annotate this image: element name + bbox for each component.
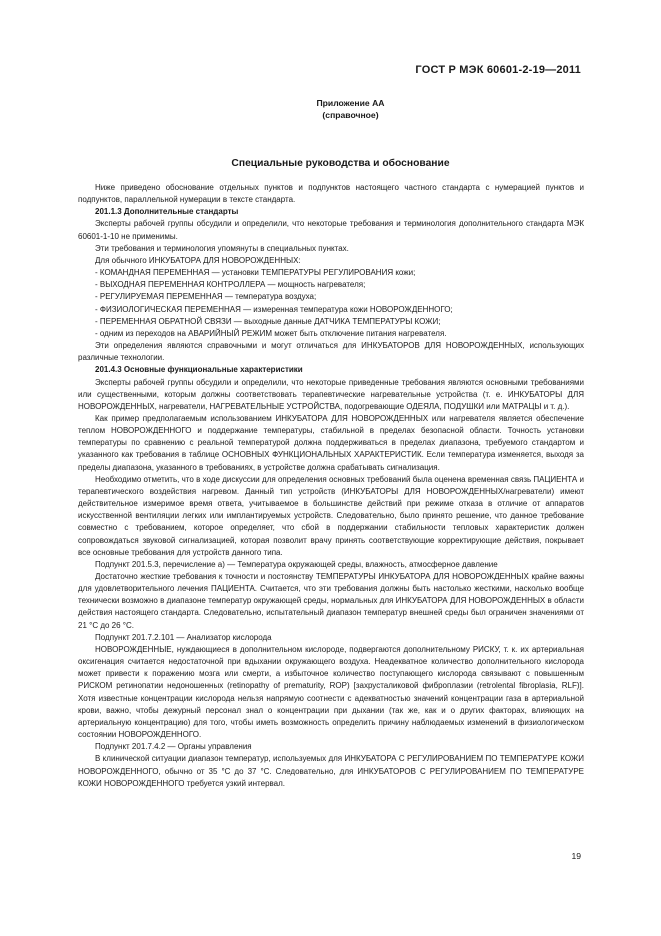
paragraph: Для обычного ИНКУБАТОРА ДЛЯ НОВОРОЖДЕННЫХ: [95, 255, 301, 265]
document-body [78, 182, 584, 790]
subsection-heading: 201.1.3 Дополнительные стандарты [95, 207, 239, 217]
paragraph: Эксперты рабочей группы обсудили и определили, что некоторые приведенные требования являются основными требованиями или существенными, которым должны соответствовать терапевтические нагревательные устройства (т. е. ИНКУБАТОРЫ ДЛЯ НОВОРОЖДЕННЫХ, нагреватели, НАГРЕВАТЕЛЬНЫЕ УСТРОЙСТВА, подогревающие ОДЕЯЛА, ПОДУШКИ или МАТРАЦЫ и т. д.). [78, 377, 584, 411]
paragraph: Подпункт 201.5.3, перечисление а) — Температура окружающей среды, влажность, атмосферное давление [95, 559, 498, 569]
paragraph: Как пример предполагаемым использованием ИНКУБАТОРА ДЛЯ НОВОРОЖДЕННЫХ или нагревателя является обеспечение теплом НОВОРОЖДЕННОГО и поддержание температуры, стабильной в пределах безопасной области. Точность установки температуры по сравнению с реальной температурой должна поддерживаться в пределах диапазона, требуемого стандартом и указанного как требования в таблице ОСНОВНЫХ ФУНКЦИОНАЛЬНЫХ ХАРАКТЕРИСТИК. Если температура изменяется, выходя за пределы диапазона, указанного в требованиях, в устройстве должна срабатывать сигнализация. [78, 413, 584, 472]
paragraph: Ниже приведено обоснование отдельных пунктов и подпунктов настоящего частного стандарта с нумерацией пунктов и подпунктов, параллельной нумерации в тексте стандарта. [78, 183, 584, 205]
paragraph: - ПЕРЕМЕННАЯ ОБРАТНОЙ СВЯЗИ — выходные данные ДАТЧИКА ТЕМПЕРАТУРЫ КОЖИ; [95, 316, 441, 326]
paragraph: Достаточно жесткие требования к точности и постоянству ТЕМПЕРАТУРЫ ИНКУБАТОРА ДЛЯ НОВОРОЖДЕННЫХ крайне важны для удовлетворительного лечения ПАЦИЕНТА. Считается, что эти требования должны быть настолько жесткими, насколько вообще технически возможно в диапазоне температур окружающей среды, нормальных для ИНКУБАТОРА ДЛЯ НОВОРОЖДЕННЫХ в области действия настоящего стандарта. Следовательно, испытательный диапазон температур внешней среды был ограничен значениями от 21 °С до 26 °С. [78, 572, 584, 630]
paragraph: Подпункт 201.7.4.2 — Органы управления [95, 742, 252, 752]
paragraph: - ФИЗИОЛОГИЧЕСКАЯ ПЕРЕМЕННАЯ — измеренная температура кожи НОВОРОЖДЕННОГО; [95, 304, 453, 314]
paragraph: - ВЫХОДНАЯ ПЕРЕМЕННАЯ КОНТРОЛЛЕРА — мощность нагревателя; [95, 280, 366, 290]
paragraph: Эти требования и терминология упомянуты в специальных пунктах. [95, 243, 349, 253]
page-number: 19 [571, 851, 581, 861]
annex-title: Приложение АА [316, 98, 385, 108]
subsection-heading: 201.4.3 Основные функциональные характеристики [95, 365, 303, 375]
paragraph: - РЕГУЛИРУЕМАЯ ПЕРЕМЕННАЯ — температура воздуха; [95, 292, 317, 302]
standard-header: ГОСТ Р МЭК 60601-2-19—2011 [415, 64, 581, 76]
annex-heading [0, 97, 661, 121]
paragraph: Эти определения являются справочными и могут отличаться для ИНКУБАТОРОВ ДЛЯ НОВОРОЖДЕННЫХ, использующих различные технологии. [78, 341, 584, 363]
paragraph: В клинической ситуации диапазон температур, используемых для ИНКУБАТОРА С РЕГУЛИРОВАНИЕМ ПО ТЕМПЕРАТУРЕ КОЖИ НОВОРОЖДЕННОГО, обычно от 35 °С до 37 °С. Следовательно, для ИНКУБАТОРОВ С РЕГУЛИРОВАНИЕМ ПО ТЕМПЕРАТУРЕ КОЖИ НОВОРОЖДЕННОГО требуется узкий интервал. [78, 754, 584, 788]
paragraph: - одним из переходов на АВАРИЙНЫЙ РЕЖИМ может быть отключение питания нагревателя. [95, 328, 447, 338]
paragraph: - КОМАНДНАЯ ПЕРЕМЕННАЯ — установки ТЕМПЕРАТУРЫ РЕГУЛИРОВАНИЯ кожи; [95, 268, 416, 278]
paragraph: НОВОРОЖДЕННЫЕ, нуждающиеся в дополнительном кислороде, подвергаются дополнительному РИСКУ, т. к. их артериальная оксигенация считается недостаточной при вдыхании окружающего воздуха. Неадекватное количество дополнительного кислорода может привести к поражению мозга или смерти, а избыточное количество поступающего кислорода связывают с повышенным РИСКОМ ретинопатии недоношенных (retinopathy of prematurity, ROP) [захрусталиковой фиброплазии (retrolental fibroplasia, RLF)]. Хотя известные концентрации кислорода нельзя напрямую соотнести с адекватностью значений концентрации газа в артериальной крови, важно, чтобы дежурный персонал знал о концентрации при дыхании (так же, как и о других факторах, влияющих на артериальную концентрацию) для того, чтобы иметь возможность определить причину наблюдаемых изменений в физиологическом состоянии НОВОРОЖДЕННОГО. [78, 644, 584, 740]
annex-subtitle: (справочное) [322, 110, 379, 120]
paragraph: Необходимо отметить, что в ходе дискуссии для определения основных требований была оценена временная связь ПАЦИЕНТА и терапевтического воздействия нагревом. Данный тип устройств (ИНКУБАТОРЫ ДЛЯ НОВОРОЖДЕННЫХ/нагреватели) имеют действительное измеримое время ответа, учитываемое в большинстве действий при режиме отказа в отличие от аппаратов искусственной вентиляции легких или имплантируемых устройств. Следовательно, было принято решение, что данное требование совместно с требованием, которое определяет, что сбой в поддержании стабильности тепловых характеристик должен сопровождаться звуковой сигнализацией, которая позволит врачу принять соответствующие корректирующие действия, покрывает все основные требования для устройств данного типа. [78, 474, 584, 557]
paragraph: Эксперты рабочей группы обсудили и определили, что некоторые требования и терминология дополнительного стандарта МЭК 60601-1-10 не применимы. [78, 219, 584, 241]
section-title: Специальные руководства и обоснование [231, 158, 450, 169]
paragraph: Подпункт 201.7.2.101 — Анализатор кислорода [95, 632, 272, 642]
